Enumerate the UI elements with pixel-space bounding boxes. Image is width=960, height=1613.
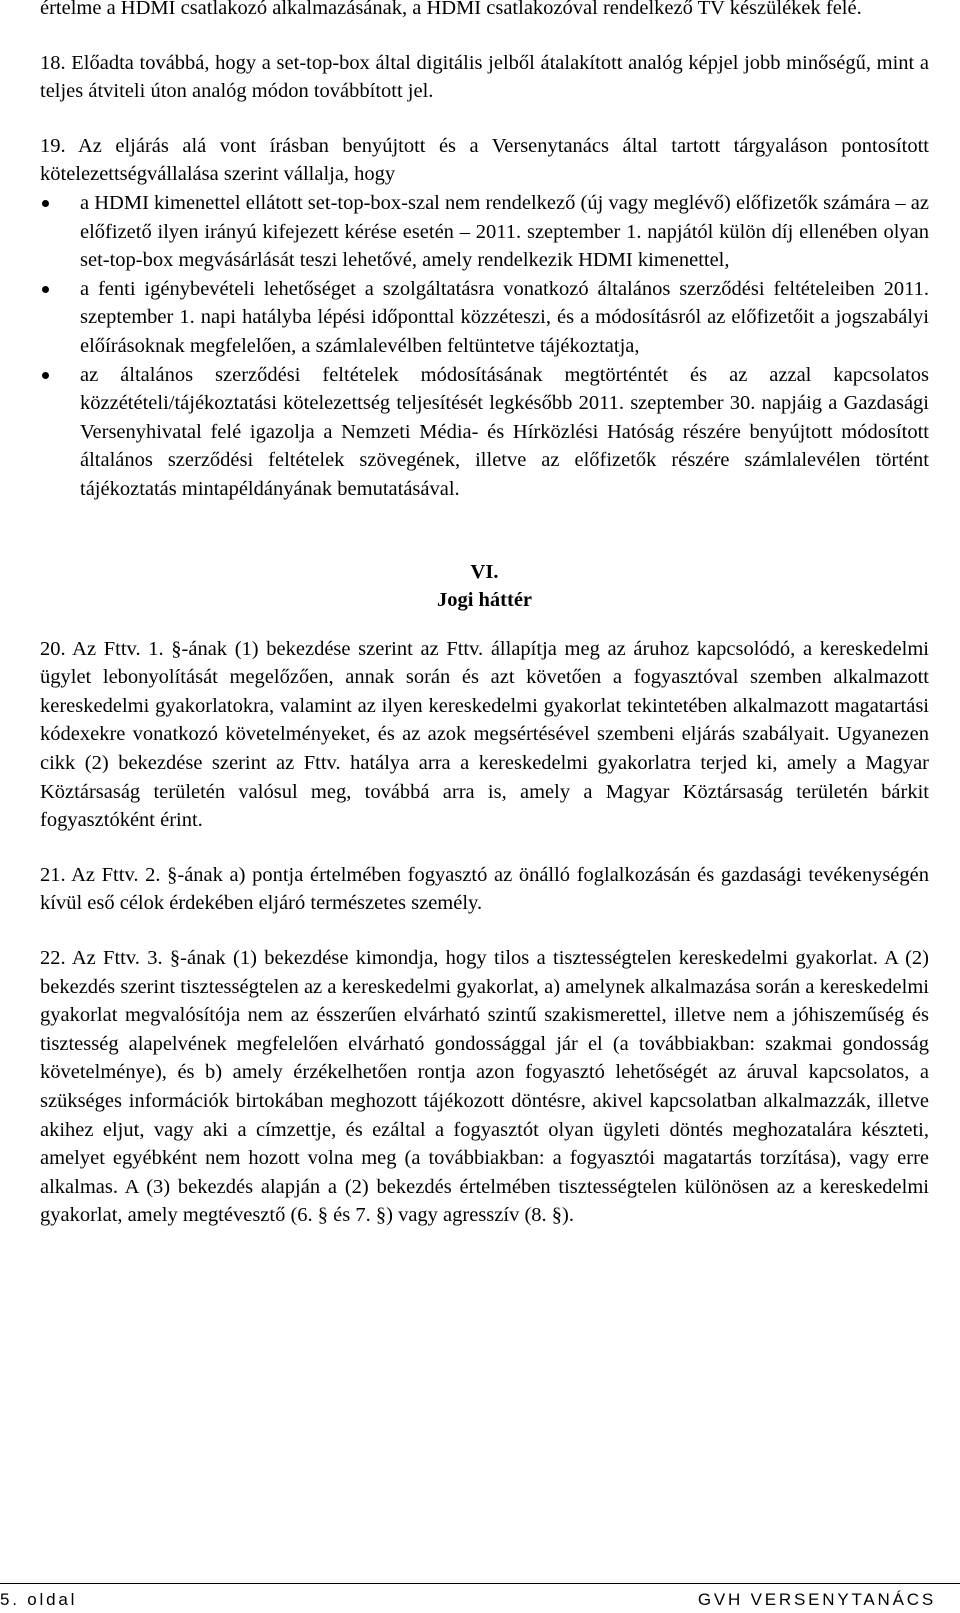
list-item-text: az általános szerződési feltételek módosításának megtörténtét és az azzal kapcsolatos közzétételi/tájékoztatási kötelezettség teljesítését legkésőbb 2011. szeptember 30. napjáig a Gazdasági Versenyhivatal felé igazolja a Nemzeti Média- és Hírközlési Hatóság részére benyújtott módosított általános szerződési feltételek szövegének, illetve az előfizetők részére számlalevélen történt tájékoztatás mintapéldányának bemutatásával. [80,363,929,500]
organization-name: GVH VERSENYTANÁCS [697,1590,936,1609]
list-item [40,189,929,275]
bullet-icon [42,372,49,379]
bullet-icon [42,286,49,293]
paragraph-22: 22. Az Fttv. 3. §-ának (1) bekezdése kimondja, hogy tilos a tisztességtelen kereskedelmi gyakorlat. A (2) bekezdés szerint tisztességtelen az a kereskedelmi gyakorlat, a) amelynek alkalmazása során a kereskedelmi gyakorlat megvalósítója nem az ésszerűen elvárható szintű szakismerettel, illetve nem a jóhiszeműség és tisztesség alapelvének megfelelően elvárható gondossággal jár el (a továbbiakban: szakmai gondosság követelménye), és b) amely érzékelhetően rontja azon fogyasztó lehetőségét az áruval kapcsolatos, a szükséges információk birtokában meghozott tájékozott döntésre, akivel kapcsolatban alkalmazzák, illetve akihez eljut, vagy aki a címzettje, és ezáltal a fogyasztót olyan ügyleti döntés meghozatalára készteti, amelyet egyébként nem hozott volna meg (a továbbiakban: a fogyasztói magatartás torzítása), vagy erre alkalmas. A (3) bekezdés alapján a (2) bekezdés értelmében tisztességtelen különösen az a kereskedelmi gyakorlat, amely megtévesztő (6. § és 7. §) vagy agresszív (8. §). [40,947,929,1227]
list-item-text: a fenti igénybevételi lehetőséget a szolgáltatásra vonatkozó általános szerződési feltételeiben 2011. szeptember 1. napi hatályba lépési időponttal közzéteszi, és a módosításról az előfizetőit a jogszabályi előírásoknak megfelelően, a számlalevélben feltüntetve tájékoztatja, [80,277,929,357]
paragraph-18: 18. Előadta továbbá, hogy a set-top-box által digitális jelből átalakított analóg képjel jobb minőségű, mint a teljes átviteli úton analóg módon továbbított jel. [40,51,929,103]
paragraph-19-intro: 19. Az eljárás alá vont írásban benyújtott és a Versenytanács által tartott tárgyaláson pontosított kötelezettségvállalása szerint vállalja, hogy [40,134,929,186]
paragraph-20: 20. Az Fttv. 1. §-ának (1) bekezdése szerint az Fttv. állapítja meg az áruhoz kapcsolódó, a kereskedelmi ügylet lebonyolítását megelőzően, annak során és azt követően a fogyasztóval szemben alkalmazott kereskedelmi gyakorlatokra, valamint az ilyen kereskedelmi gyakorlat tekintetében alkalmazott magatartási kódexekre vonatkozó követelményeket, és az azok megsértésével szembeni eljárás szabályait. Ugyanezen cikk (2) bekezdése szerint az Fttv. hatálya arra a kereskedelmi gyakorlatra terjed ki, amely a Magyar Köztársaság területén valósul meg, továbbá arra is, amely a Magyar Köztársaság területén bárkit fogyasztóként érint. [40,637,929,832]
section-title: Jogi háttér [436,589,533,612]
section-number: VI. [470,560,499,583]
section-heading [40,558,929,615]
list-item [40,275,929,361]
footer-divider [0,1583,960,1584]
paragraph-17-continuation: értelme a HDMI csatlakozó alkalmazásának, a HDMI csatlakozóval rendelkező TV készülékek felé. [40,0,862,19]
commitment-list [40,189,929,504]
page-number: 5. oldal [0,1590,78,1609]
document-page [40,0,929,1256]
list-item [40,361,929,504]
paragraph-21: 21. Az Fttv. 2. §-ának a) pontja értelmében fogyasztó az önálló foglalkozásán és gazdasági tevékenységén kívül eső célok érdekében eljáró természetes személy. [40,863,929,915]
list-item-text: a HDMI kimenettel ellátott set-top-box-szal nem rendelkező (új vagy meglévő) előfizetők számára – az előfizető ilyen irányú kifejezett kérése esetén – 2011. szeptember 1. napjától külön díj ellenében olyan set-top-box megvásárlását teszi lehetővé, amely rendelkezik HDMI kimenettel, [80,191,929,272]
bullet-icon [42,200,49,207]
